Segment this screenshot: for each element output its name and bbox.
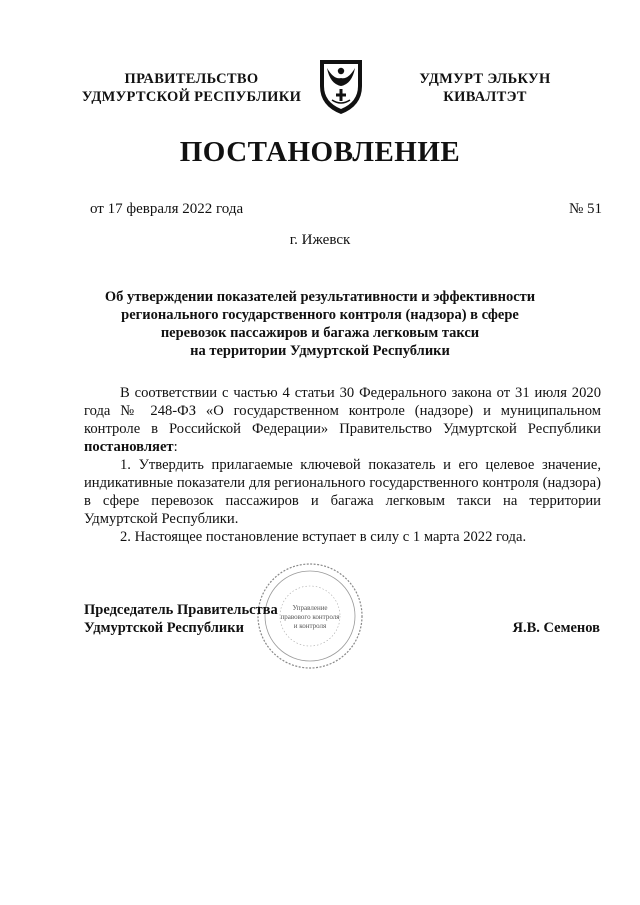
signatory-position	[84, 601, 278, 637]
preamble-text: В соответствии с частью 4 статьи 30 Федерального закона от 31 июля 2020 года № 248-ФЗ «О государственном контроле (надзоре) и муниципальном контроле в Российской Федерации» Правительство Удмуртской Республики	[84, 385, 601, 437]
issuer-line-1: ПРАВИТЕЛЬСТВО	[124, 71, 259, 87]
document-body	[84, 384, 601, 546]
subject-line: перевозок пассажиров и багажа легковым такси	[160, 325, 480, 341]
issuer-line-2: УДМУРТСКОЙ РЕСПУБЛИКИ	[81, 89, 302, 105]
signatory-position-line-2: Удмуртской Республики	[84, 620, 244, 636]
stamp-line: правового контроля	[280, 613, 340, 621]
subject-line: на территории Удмуртской Республики	[190, 343, 450, 359]
stamp-line: и контроля	[293, 622, 327, 630]
coat-of-arms-icon	[316, 56, 366, 116]
item-1-paragraph: 1. Утвердить прилагаемые ключевой показатель и его целевое значение, индикативные показатели для регионального государственного контроля (надзора) в сфере перевозок пассажиров и багажа легковым такси на территории Удмуртской Республики.	[84, 457, 601, 527]
resolves-punct: :	[173, 439, 178, 455]
document-subject	[90, 288, 550, 360]
document-city: г. Ижевск	[289, 232, 351, 248]
document-number: № 51	[568, 201, 602, 217]
subject-line: регионального государственного контроля (надзора) в сфере	[121, 307, 519, 323]
issuer-name-udmurt	[390, 70, 580, 106]
issuer-name-russian	[74, 70, 309, 106]
preamble-paragraph	[84, 384, 601, 456]
document-title: ПОСТАНОВЛЕНИЕ	[179, 136, 461, 168]
item-2-paragraph: 2. Настоящее постановление вступает в силу с 1 марта 2022 года.	[120, 529, 527, 545]
subject-line: Об утверждении показателей результативности и эффективности	[104, 289, 536, 305]
issuer-udmurt-line-2: КИВАЛТЭТ	[443, 89, 527, 105]
issuer-udmurt-line-1: УДМУРТ ЭЛЬКУН	[419, 71, 551, 87]
stamp-line: Управление	[292, 604, 328, 612]
signatory-position-line-1: Председатель Правительства	[84, 602, 278, 618]
resolves-word: постановляет	[84, 439, 174, 455]
signatory-name: Я.В. Семенов	[512, 620, 600, 636]
document-date: от 17 февраля 2022 года	[90, 201, 244, 217]
